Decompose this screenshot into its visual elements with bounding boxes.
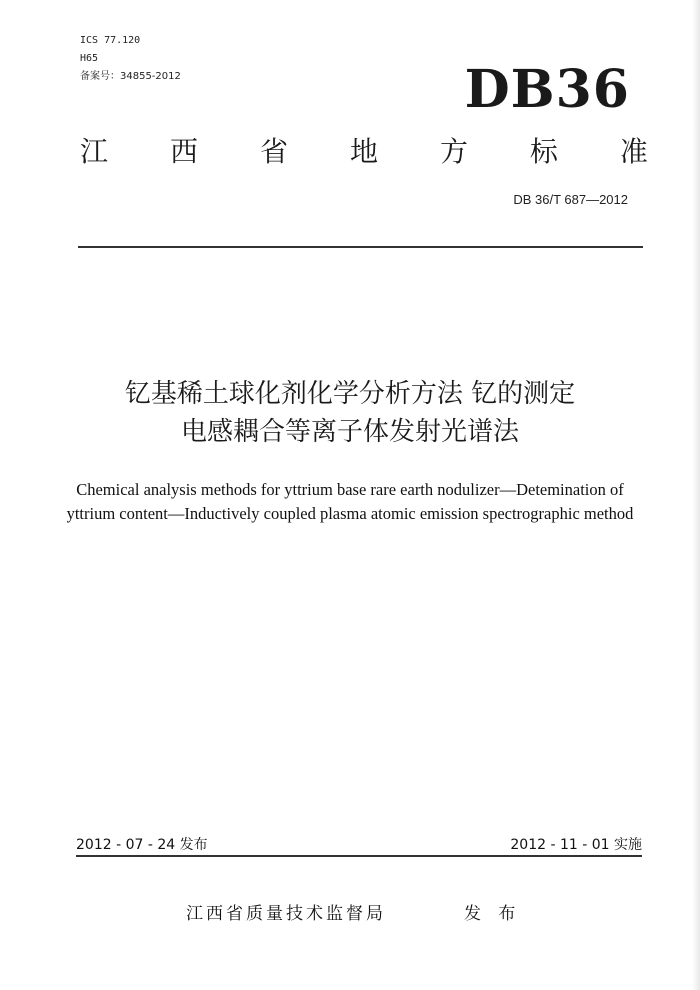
ccs-code: H65 xyxy=(80,53,99,64)
english-title-line-2: yttrium content—Inductively coupled plasma atomic emission spectrographic method xyxy=(66,504,634,523)
standard-type-char: 西 xyxy=(169,135,198,168)
english-title-line-1: Chemical analysis methods for yttrium base rare earth nodulizer—Detemination of xyxy=(76,480,624,499)
standard-number: DB 36/T 687—2012 xyxy=(513,192,628,207)
scan-edge-shadow xyxy=(692,0,700,990)
issue-date: 2012 - 07 - 24 发布 xyxy=(76,837,208,853)
standard-type-char: 标 xyxy=(529,135,558,168)
ics-code: ICS 77.120 xyxy=(80,35,141,46)
standard-type-char: 省 xyxy=(259,135,288,168)
chinese-title-line-1: 钇基稀土球化剂化学分析方法 钇的测定 xyxy=(124,379,576,409)
chinese-title xyxy=(30,375,670,451)
db36-logo: DB36 xyxy=(464,59,630,120)
standard-type-char: 方 xyxy=(439,135,468,168)
chinese-title-line-2: 电感耦合等离子体发射光谱法 xyxy=(180,417,519,447)
record-number: 备案号：34855-2012 xyxy=(80,71,181,82)
implementation-date: 2012 - 11 - 01 实施 xyxy=(510,837,642,853)
standard-type-char: 地 xyxy=(349,135,378,168)
standard-type-char: 江 xyxy=(80,135,109,168)
top-divider xyxy=(78,246,643,248)
issuing-authority: 江西省质量技术监督局 xyxy=(186,904,386,924)
bottom-divider xyxy=(76,855,642,857)
standard-type-heading xyxy=(80,134,648,170)
standard-type-char: 准 xyxy=(619,135,648,168)
issue-label: 发 布 xyxy=(464,904,522,924)
english-title xyxy=(40,478,660,526)
